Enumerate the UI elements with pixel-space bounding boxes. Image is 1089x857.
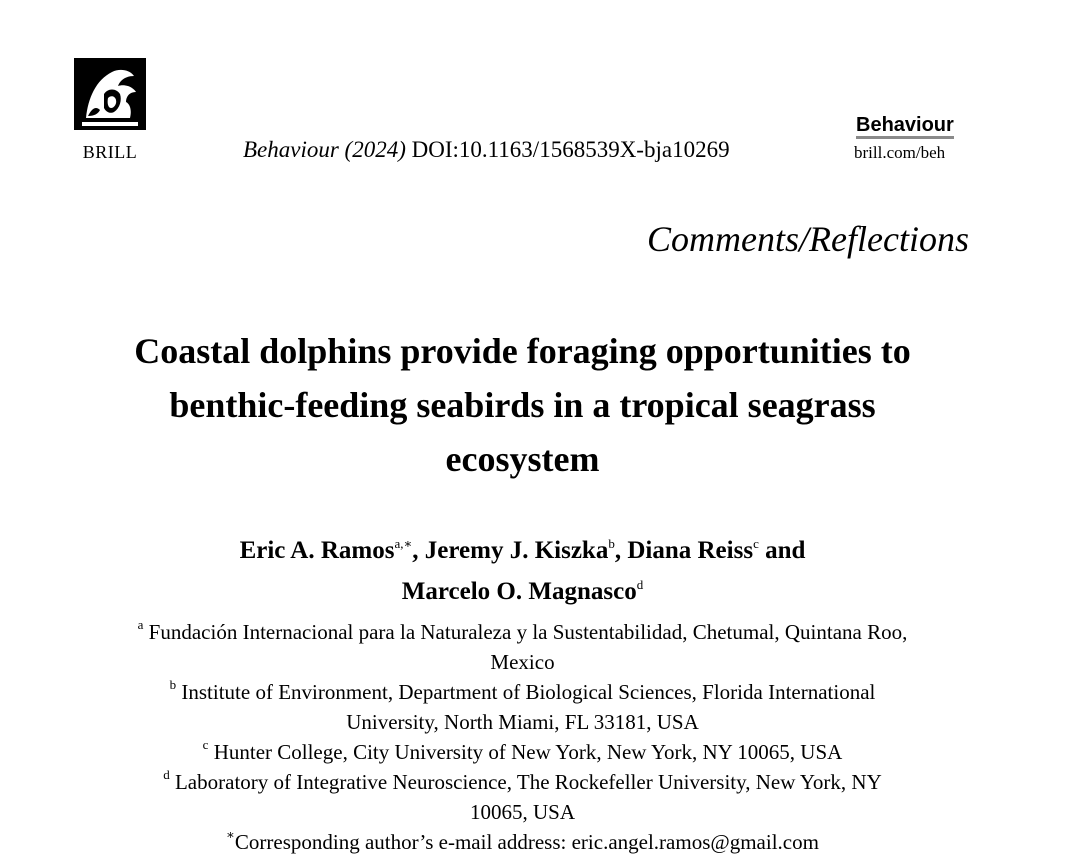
publisher-name: BRILL — [82, 142, 138, 162]
title-line: benthic-feeding seabirds in a tropical seagrass — [169, 385, 876, 425]
brill-logo — [74, 58, 146, 130]
author-name: Eric A. Ramos — [239, 537, 395, 564]
corresponding-author — [70, 827, 975, 857]
affiliation-sup: d — [163, 767, 170, 782]
author-sup: c — [753, 536, 759, 551]
title-line: Coastal dolphins provide foraging opportunities to — [134, 331, 911, 371]
corresponding-sup: ∗ — [226, 827, 235, 842]
author-sup: d — [636, 577, 644, 592]
author-separator: and — [758, 537, 806, 564]
author-separator: , — [412, 537, 425, 564]
doi[interactable]: DOI:10.1163/1568539X-bja10269 — [411, 137, 730, 162]
athena-helmet-icon — [74, 58, 146, 130]
affiliation-text: 10065, USA — [469, 800, 575, 824]
journal-year: Behaviour (2024) — [243, 137, 406, 162]
author-sup: b — [608, 536, 615, 551]
journal-brand: Behaviour — [856, 114, 954, 139]
affiliation-b — [70, 677, 975, 737]
citation-line — [243, 137, 730, 163]
affiliation-text: Hunter College, City University of New York, New York, NY 10065, USA — [213, 740, 843, 764]
author-sup: a,∗ — [394, 536, 413, 551]
affiliation-text: Fundación Internacional para la Naturaleza y la Sustentabilidad, Chetumal, Quintana Roo, — [148, 620, 908, 644]
author-name: Marcelo O. Magnasco — [401, 578, 637, 605]
affiliation-text: Mexico — [490, 650, 555, 674]
section-label: Comments/Reflections — [647, 219, 969, 259]
author-line — [90, 571, 955, 612]
title-line: ecosystem — [445, 439, 600, 479]
affiliation-text: Institute of Environment, Department of Biological Sciences, Florida International — [181, 680, 876, 704]
affiliation-c — [70, 737, 975, 767]
affiliation-text: University, North Miami, FL 33181, USA — [346, 710, 699, 734]
affiliation-d — [70, 767, 975, 827]
author-name: Diana Reiss — [627, 537, 754, 564]
affiliation-list — [70, 617, 975, 857]
affiliation-text: Laboratory of Integrative Neuroscience, The Rockefeller University, New York, NY — [174, 770, 882, 794]
affiliation-sup: c — [202, 737, 209, 752]
corresponding-email[interactable]: Corresponding author’s e-mail address: eric.angel.ramos@gmail.com — [234, 830, 819, 854]
author-separator: , — [614, 537, 628, 564]
affiliation-sup: a — [137, 617, 144, 632]
affiliation-a — [70, 617, 975, 677]
author-name: Jeremy J. Kiszka — [424, 537, 609, 564]
paper-title — [90, 324, 955, 486]
affiliation-sup: b — [169, 677, 177, 692]
journal-url[interactable]: brill.com/beh — [854, 143, 946, 162]
author-line — [90, 530, 955, 571]
author-list — [90, 530, 955, 612]
